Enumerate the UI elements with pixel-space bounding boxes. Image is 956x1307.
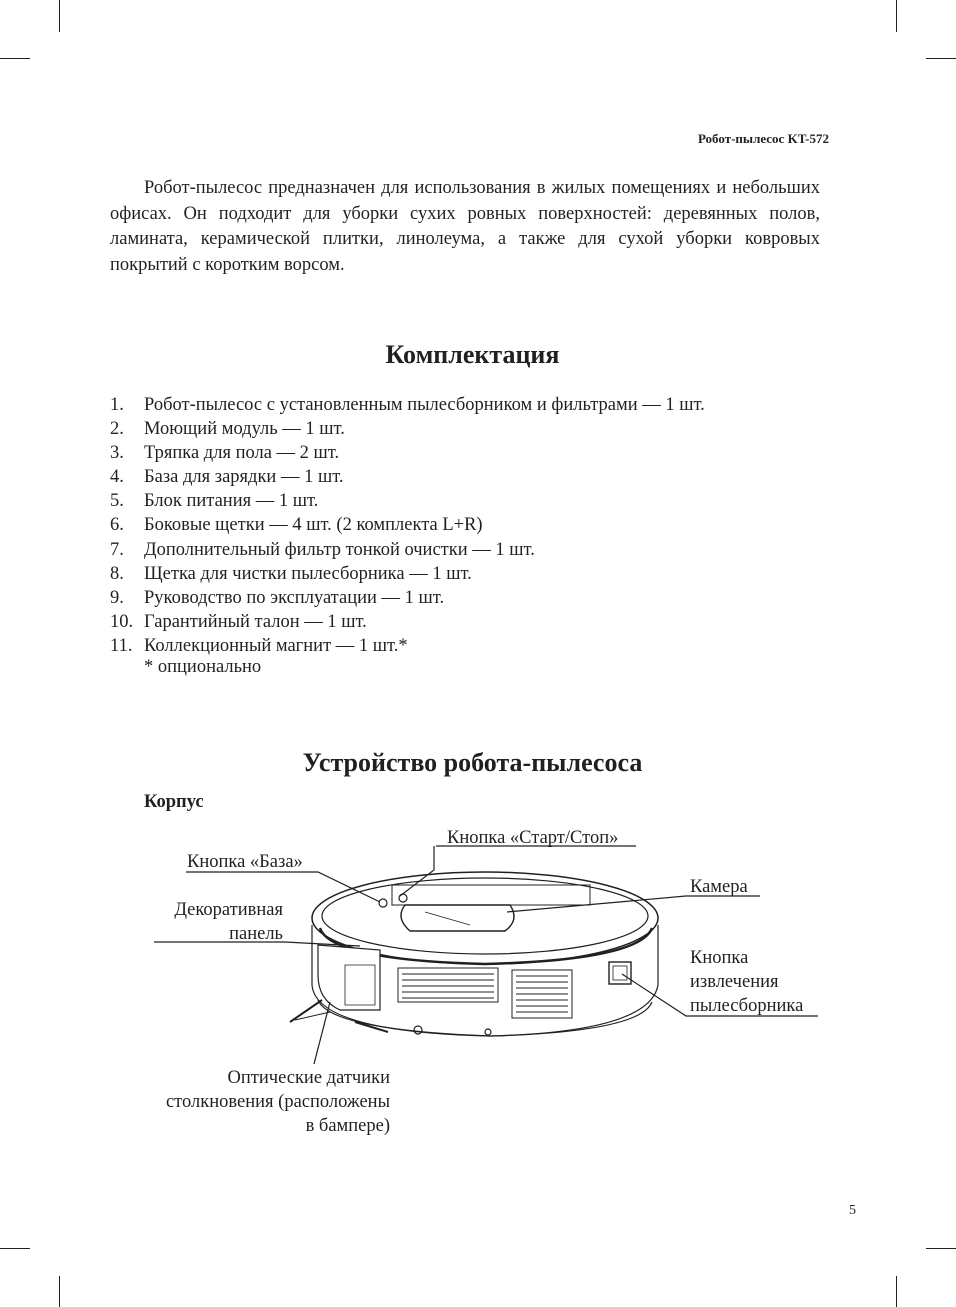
kit-heading: Комплектация xyxy=(385,340,560,369)
label-dust-bin-button: Кнопка извлечения пылесборника xyxy=(690,948,804,1016)
crop-mark xyxy=(0,1248,30,1249)
list-item: 7. Дополнительный фильтр тонкой очистки — 1 шт. xyxy=(110,539,535,560)
housing-subheading: Корпус xyxy=(144,792,204,812)
crop-mark xyxy=(896,1276,897,1307)
crop-mark xyxy=(926,1248,956,1249)
label-start-stop: Кнопка «Старт/Стоп» xyxy=(447,828,619,848)
crop-mark xyxy=(926,58,956,59)
list-item: 5. Блок питания — 1 шт. xyxy=(110,491,319,512)
label-base-button: Кнопка «База» xyxy=(187,852,303,872)
label-decor-panel: Декоративная панель xyxy=(174,900,283,944)
crop-mark xyxy=(0,58,30,59)
list-item: 3. Тряпка для пола — 2 шт. xyxy=(110,443,340,464)
list-item: 10. Гарантийный талон — 1 шт. xyxy=(110,611,367,632)
device-heading: Устройство робота-пылесоса xyxy=(302,748,643,777)
leader-sensor xyxy=(314,1002,330,1064)
list-item: 8. Щетка для чистки пылесборника — 1 шт. xyxy=(110,563,472,584)
list-item: 4. База для зарядки — 1 шт. xyxy=(110,467,344,488)
list-item: 11. Коллекционный магнит — 1 шт.* xyxy=(110,635,408,656)
label-optical-sensors: Оптические датчики столкновения (расположены в бампере) xyxy=(165,1068,390,1136)
running-header: Робот-пылесос KT-572 xyxy=(697,131,829,146)
intro-paragraph: Робот-пылесос предназначен для использования в жилых помещениях и небольших офисах. Он подходит для уборки сухих ровных поверхностей: деревянных полов, ламината, керамической плитки, линолеума, а также для сухой уборки ковровых покрытий с коротким ворсом. xyxy=(110,178,820,275)
label-camera: Камера xyxy=(690,877,748,897)
list-item: 9. Руководство по эксплуатации — 1 шт. xyxy=(110,587,445,608)
list-item: 1. Робот-пылесос с установленным пылесборником и фильтрами — 1 шт. xyxy=(110,395,705,415)
page-number: 5 xyxy=(849,1203,856,1218)
list-item: 6. Боковые щетки — 4 шт. (2 комплекта L+R) xyxy=(110,515,483,536)
list-item: 2. Моющий модуль — 1 шт. xyxy=(110,419,345,440)
crop-mark xyxy=(59,1276,60,1307)
kit-list xyxy=(110,393,830,658)
optional-note: * опционально xyxy=(144,657,262,677)
crop-mark xyxy=(896,0,897,32)
crop-mark xyxy=(59,0,60,32)
